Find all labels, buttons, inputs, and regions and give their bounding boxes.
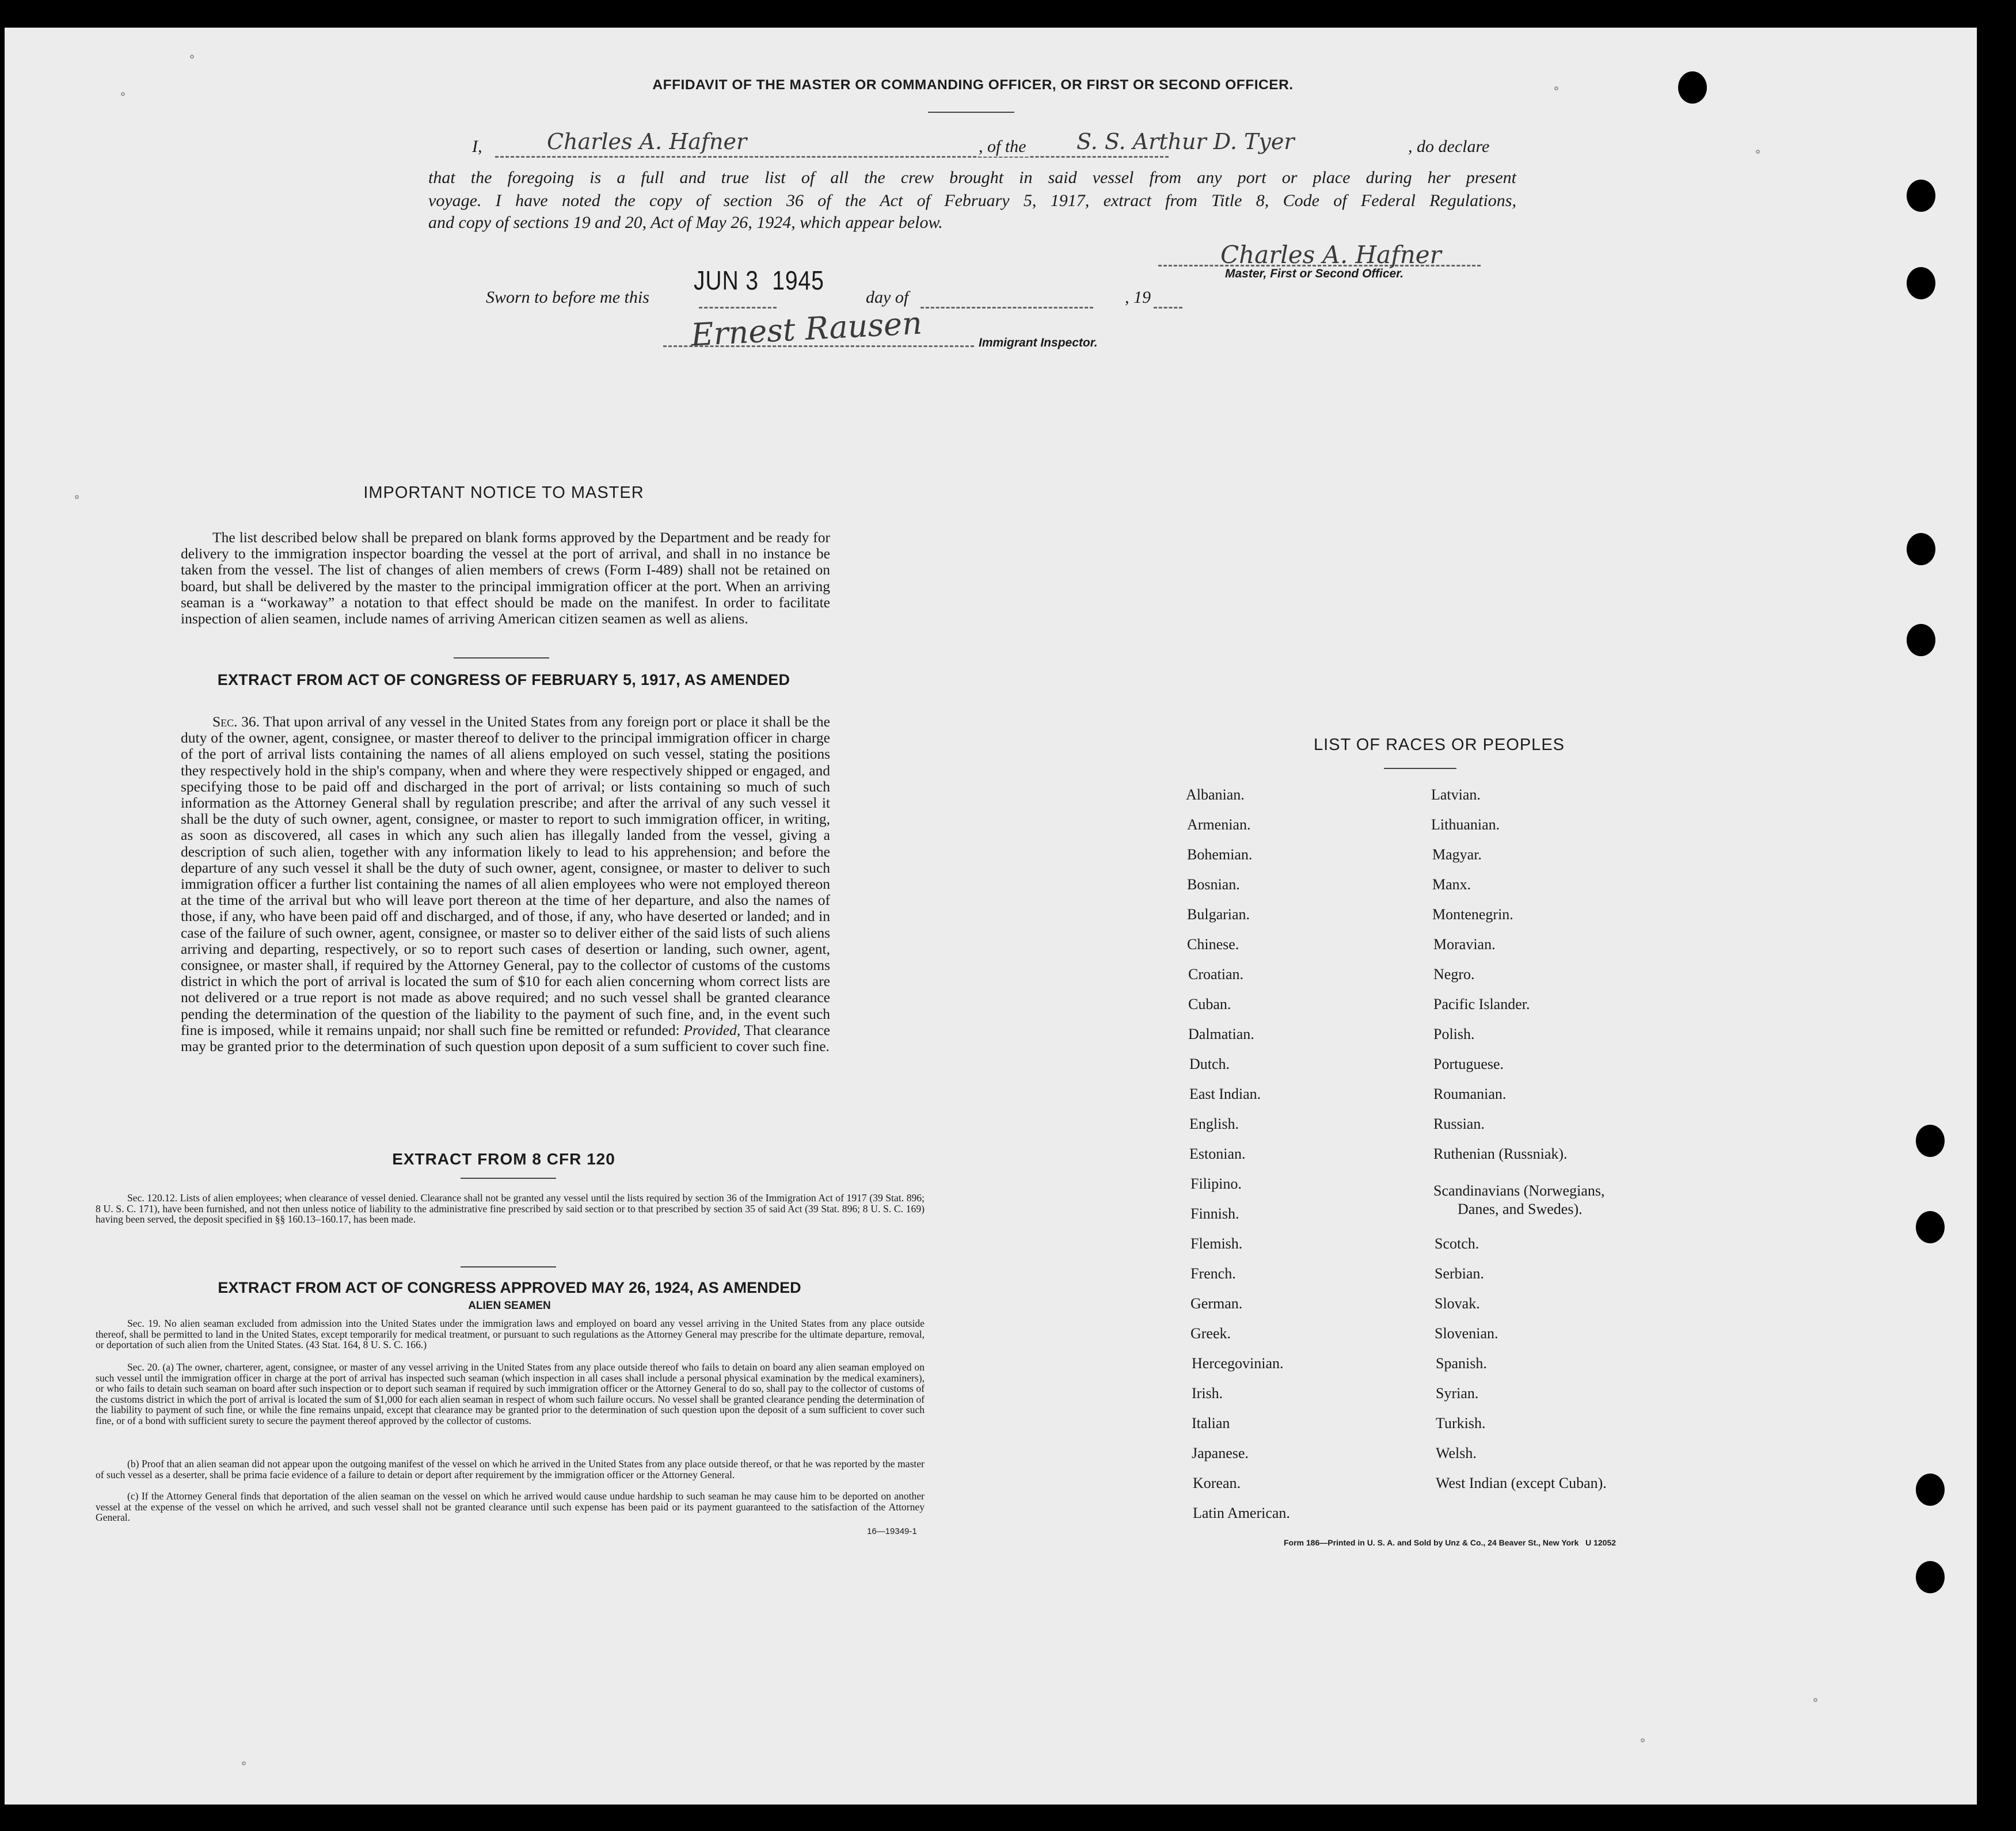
binder-hole — [1916, 1211, 1945, 1243]
scan-speck — [121, 92, 125, 96]
race-item: Flemish. — [1190, 1235, 1243, 1252]
form-print-line: Form 186—Printed in U. S. A. and Sold by Unz & Co., 24 Beaver St., New York U 12052 — [1284, 1538, 1616, 1547]
race-item: Manx. — [1432, 876, 1471, 893]
race-item: Armenian. — [1187, 816, 1251, 833]
master-signature: Charles A. Hafner — [1220, 241, 1441, 269]
binder-hole — [1678, 71, 1707, 104]
affidavit-title: AFFIDAVIT OF THE MASTER OR COMMANDING OFFICER, OR FIRST OR SECOND OFFICER. — [652, 77, 1294, 93]
race-item: German. — [1190, 1295, 1243, 1312]
affidavit-rule — [928, 112, 1014, 113]
cfr-body: Sec. 120.12. Lists of alien employees; when clearance of vessel denied. Clearance shall not be granted any vessel until the lists required by section 36 of the Immigration Act of 1917 (39 Stat. 896; 8 U. S. C. 171), have been furnished, and not then unless notice of liability to the administrative fine prescribed by said section or to that prescribed by section 35 of said Act (39 Stat. 896; 8 U. S. C. 169) having been served, the deposit specified in §§ 160.13–160.17, has been made. — [96, 1192, 925, 1225]
race-item: Ruthenian (Russniak). — [1433, 1145, 1568, 1162]
master-name-handwritten: Charles A. Hafner — [547, 129, 747, 154]
race-item: Pacific Islander. — [1433, 996, 1530, 1012]
race-item: French. — [1190, 1265, 1236, 1282]
affidavit-of-the: , of the — [979, 137, 1030, 157]
extract-1917-title: EXTRACT FROM ACT OF CONGRESS OF FEBRUARY 5, 1917, AS AMENDED — [217, 671, 790, 688]
notice-body: The list described below shall be prepared on blank forms approved by the Department and be ready for delivery to the immigration inspector boarding the vessel at the port of arrival, and shall in no instance be taken from the vessel. The list of changes of alien members of crews (Form I-489) shall not be retained on board, but shall be delivered by the master to the principal immigration officer at the port. When an arriving seaman is a “workaway” a notation to that effect should be made on the manifest. In order to facilitate inspection of alien seamen, include names of arriving American citizen seamen as well as aliens. — [181, 529, 830, 627]
race-item: English. — [1189, 1116, 1239, 1132]
day-of-text: day of — [866, 288, 909, 307]
race-item: Russian. — [1433, 1116, 1485, 1132]
race-item: Finnish. — [1190, 1205, 1239, 1222]
vessel-name-handwritten: S. S. Arthur D. Tyer — [1077, 129, 1295, 154]
scan-border-bottom — [0, 1805, 2016, 1831]
sworn-line — [486, 288, 1188, 311]
race-item: Croatian. — [1188, 966, 1244, 983]
race-item: Magyar. — [1432, 846, 1482, 863]
race-item: Turkish. — [1436, 1415, 1486, 1432]
notice-title: IMPORTANT NOTICE TO MASTER — [363, 484, 644, 502]
race-item: Bulgarian. — [1187, 906, 1250, 923]
sworn-month-line — [920, 307, 1093, 309]
race-item: Latvian. — [1431, 786, 1481, 803]
binder-hole — [1907, 533, 1935, 565]
sec-20c-text: (c) If the Attorney General finds that deportation of the alien seaman on the vessel on which he arrived would cause undue hardship to such seaman he may cause him to be deported on another vessel at the expense of the vessel on which he arrived, and such vessel shall not be granted clearance until such expense has been paid or its payment guaranteed to the satisfaction of the Attorney General. — [96, 1490, 925, 1524]
alien-seamen-subtitle: ALIEN SEAMEN — [468, 1300, 551, 1312]
scan-border-left — [0, 0, 5, 1831]
affidavit-line3: voyage. I have noted the copy of section 36 of the Act of February 5, 1917, extract from Title 8, Code of Federal Regulations, — [428, 191, 1516, 210]
inspector-signature: Ernest Rausen — [690, 304, 923, 353]
race-item: Bohemian. — [1187, 846, 1253, 863]
race-item: Estonian. — [1189, 1145, 1246, 1162]
race-item: Filipino. — [1190, 1175, 1242, 1192]
race-item: Hercegovinian. — [1192, 1355, 1284, 1372]
extract-1924-title: EXTRACT FROM ACT OF CONGRESS APPROVED MAY 26, 1924, AS AMENDED — [218, 1279, 801, 1296]
notice-rule — [454, 657, 549, 658]
race-item: Polish. — [1433, 1026, 1475, 1042]
race-item: Albanian. — [1186, 786, 1245, 803]
sec-36-text-end: That clearance may be granted prior to the determination of such question upon deposit of a sum sufficient to cover such fine. — [181, 1021, 830, 1055]
race-item: Montenegrin. — [1432, 906, 1513, 923]
scan-speck — [75, 495, 79, 499]
race-item: Japanese. — [1192, 1445, 1249, 1461]
race-item: Korean. — [1193, 1475, 1241, 1491]
print-code: 16—19349-1 — [867, 1527, 917, 1536]
date-stamp: JUN 3 1945 — [694, 265, 824, 295]
race-item: Spanish. — [1436, 1355, 1487, 1372]
affidavit-line1 — [472, 129, 1513, 160]
race-item: Serbian. — [1435, 1265, 1484, 1282]
race-item: Dutch. — [1189, 1056, 1230, 1072]
race-item: Danes, and Swedes). — [1458, 1201, 1583, 1217]
races-rule — [1384, 768, 1456, 769]
race-item: Slovak. — [1435, 1295, 1480, 1312]
binder-hole — [1907, 624, 1935, 656]
race-item: Lithuanian. — [1431, 816, 1500, 833]
race-item: Moravian. — [1433, 936, 1496, 953]
race-item: Cuban. — [1188, 996, 1231, 1012]
cfr-title: EXTRACT FROM 8 CFR 120 — [392, 1150, 615, 1168]
master-name-line — [495, 156, 1169, 158]
race-item: West Indian (except Cuban). — [1436, 1475, 1607, 1491]
race-item: Latin American. — [1193, 1505, 1290, 1521]
sworn-text: Sworn to before me this — [486, 288, 649, 307]
sworn-day-line — [699, 307, 777, 309]
sec-20a-text: Sec. 20. (a) The owner, charterer, agent, consignee, or master of any vessel arriving in the United States from any place outside thereof who fails to detain on board any alien seaman employed on such vessel until the immigration officer in charge at the port of arrival has inspected such seaman (which inspection in all cases shall include a personal physical examination by the medical examiners), or who fails to detain such seaman on board after such inspection or to deport such seaman if required by such immigration officer or the Attorney General to do so, shall pay to the collector of customs of the customs district in which the port of arrival is located the sum of $1,000 for each alien seaman in respect of whom such failure occurs. No vessel shall be granted clearance pending the determination of the liability to payment of such fine, or while the fine remains unpaid, except that clearance may be granted prior to the determination of such question upon the deposit of a sum sufficient to cover such fine, or of a bond with sufficient surety to secure the payment thereof approved by the collector of customs. — [96, 1361, 925, 1426]
binder-hole — [1916, 1125, 1945, 1157]
sec-36-text: That upon arrival of any vessel in the United States from any foreign port or place it shall be the duty of the owner, agent, consignee, or master thereof to deliver to the principal immigration officer in charge of the port of arrival lists containing the names of all aliens employed on such vessel, stating the positions they respectively hold in the ship's company, when and where they were respectively shipped or engaged, and specifying those to be paid off and discharged in the port of arrival; or lists containing so much of such information as the Attorney General shall by regulation prescribe; and after the arrival of any such vessel it shall be the duty of such owner, agent, consignee, or master to report to such immigration officer, in writing, as soon as discovered, all cases in which any such alien has illegally landed from the vessel, giving a description of such alien, together with any information likely to lead to his apprehension; and before the departure of any such vessel it shall be the duty of such owner, agent, consignee, or master to deliver to such immigration officer a further list containing the names of all alien employees who were not employed thereon at the time of the arrival but who will leave port thereon at the time of her departure, and also the names of those, if any, who have been paid off and discharged, and of those, if any, who have deserted or landed; and in case of the failure of such owner, agent, consignee, or master so to deliver either of the said lists of such aliens arriving and departing, respectively, or so to report such cases of desertion or landing, such owner, agent, consignee, or master shall, if required by the Attorney General, pay to the collector of customs of the customs district in which the port of arrival is located the sum of $10 for each alien concerning whom correct lists are not delivered or a true report is not made as above required; and no such vessel shall be granted clearance pending the determination of the question of the liability to the payment of such fine, and, in the event such fine is imposed, while it remains unpaid; nor shall such fine be remitted or refunded: — [181, 713, 830, 1038]
sec-20b-text: (b) Proof that an alien seaman did not appear upon the outgoing manifest of the vessel on which he arrived in the United States from any place outside thereof, or that he was reported by the master of such vessel as a deserter, shall be prima facie evidence of a failure to detain or deport after requirement by the immigration officer or the Attorney General. — [96, 1458, 925, 1480]
affidavit-i: I, — [472, 137, 482, 156]
race-item: Dalmatian. — [1188, 1026, 1254, 1042]
signature-caption: Master, First or Second Officer. — [1225, 267, 1404, 280]
binder-hole — [1916, 1561, 1945, 1593]
extract-1924-rule — [461, 1266, 556, 1267]
sec-36-label: Sec. 36. — [212, 713, 260, 730]
scan-speck — [1756, 150, 1760, 154]
race-item: Irish. — [1192, 1385, 1223, 1402]
extract-1917-body — [181, 714, 830, 1055]
scan-speck — [1554, 86, 1558, 90]
binder-hole — [1916, 1474, 1945, 1506]
race-item: East Indian. — [1189, 1086, 1261, 1102]
binder-hole — [1907, 267, 1935, 299]
race-item: Italian — [1192, 1415, 1230, 1432]
sworn-year-line — [1154, 307, 1182, 309]
races-title: LIST OF RACES OR PEOPLES — [1313, 736, 1565, 754]
affidavit-line4: and copy of sections 19 and 20, Act of May 26, 1924, which appear below. — [428, 213, 943, 232]
binder-hole — [1907, 180, 1935, 212]
race-item: Scotch. — [1435, 1235, 1479, 1252]
race-item: Welsh. — [1436, 1445, 1477, 1461]
race-item: Greek. — [1190, 1325, 1231, 1342]
inspector-caption: Immigrant Inspector. — [979, 336, 1098, 349]
race-item: Roumanian. — [1433, 1086, 1507, 1102]
sec-19-text: Sec. 19. No alien seaman excluded from admission into the United States under the immigration laws and employed on board any vessel arriving in the United States from any place outside thereof, shall be permitted to land in the United States, except temporarily for medical treatment, or pursuant to such regulations as the Attorney General may prescribe for the ultimate departure, removal, or deportation of such alien from the United States. (43 Stat. 164, 8 U. S. C. 166.) — [96, 1318, 925, 1351]
affidavit-declare: , do declare — [1406, 137, 1489, 157]
race-item: Scandinavians (Norwegians, — [1433, 1182, 1605, 1199]
race-item: Slovenian. — [1435, 1325, 1498, 1342]
cfr-rule — [461, 1178, 556, 1179]
scan-speck — [1813, 1698, 1817, 1702]
race-item: Syrian. — [1436, 1385, 1479, 1402]
scan-speck — [1641, 1738, 1645, 1742]
race-item: Bosnian. — [1187, 876, 1240, 893]
scan-speck — [190, 55, 194, 59]
affidavit-line2: that the foregoing is a full and true list of all the crew brought in said vessel from any port or place during her present — [428, 168, 1516, 187]
provided-word: Provided, — [683, 1021, 741, 1038]
race-item: Chinese. — [1187, 936, 1239, 953]
year-prefix: , 19 — [1125, 288, 1151, 307]
scan-border-right — [1977, 0, 2016, 1831]
race-item: Portuguese. — [1433, 1056, 1504, 1072]
race-item: Negro. — [1433, 966, 1475, 983]
scan-speck — [242, 1761, 246, 1765]
scan-border-top — [0, 0, 2016, 28]
